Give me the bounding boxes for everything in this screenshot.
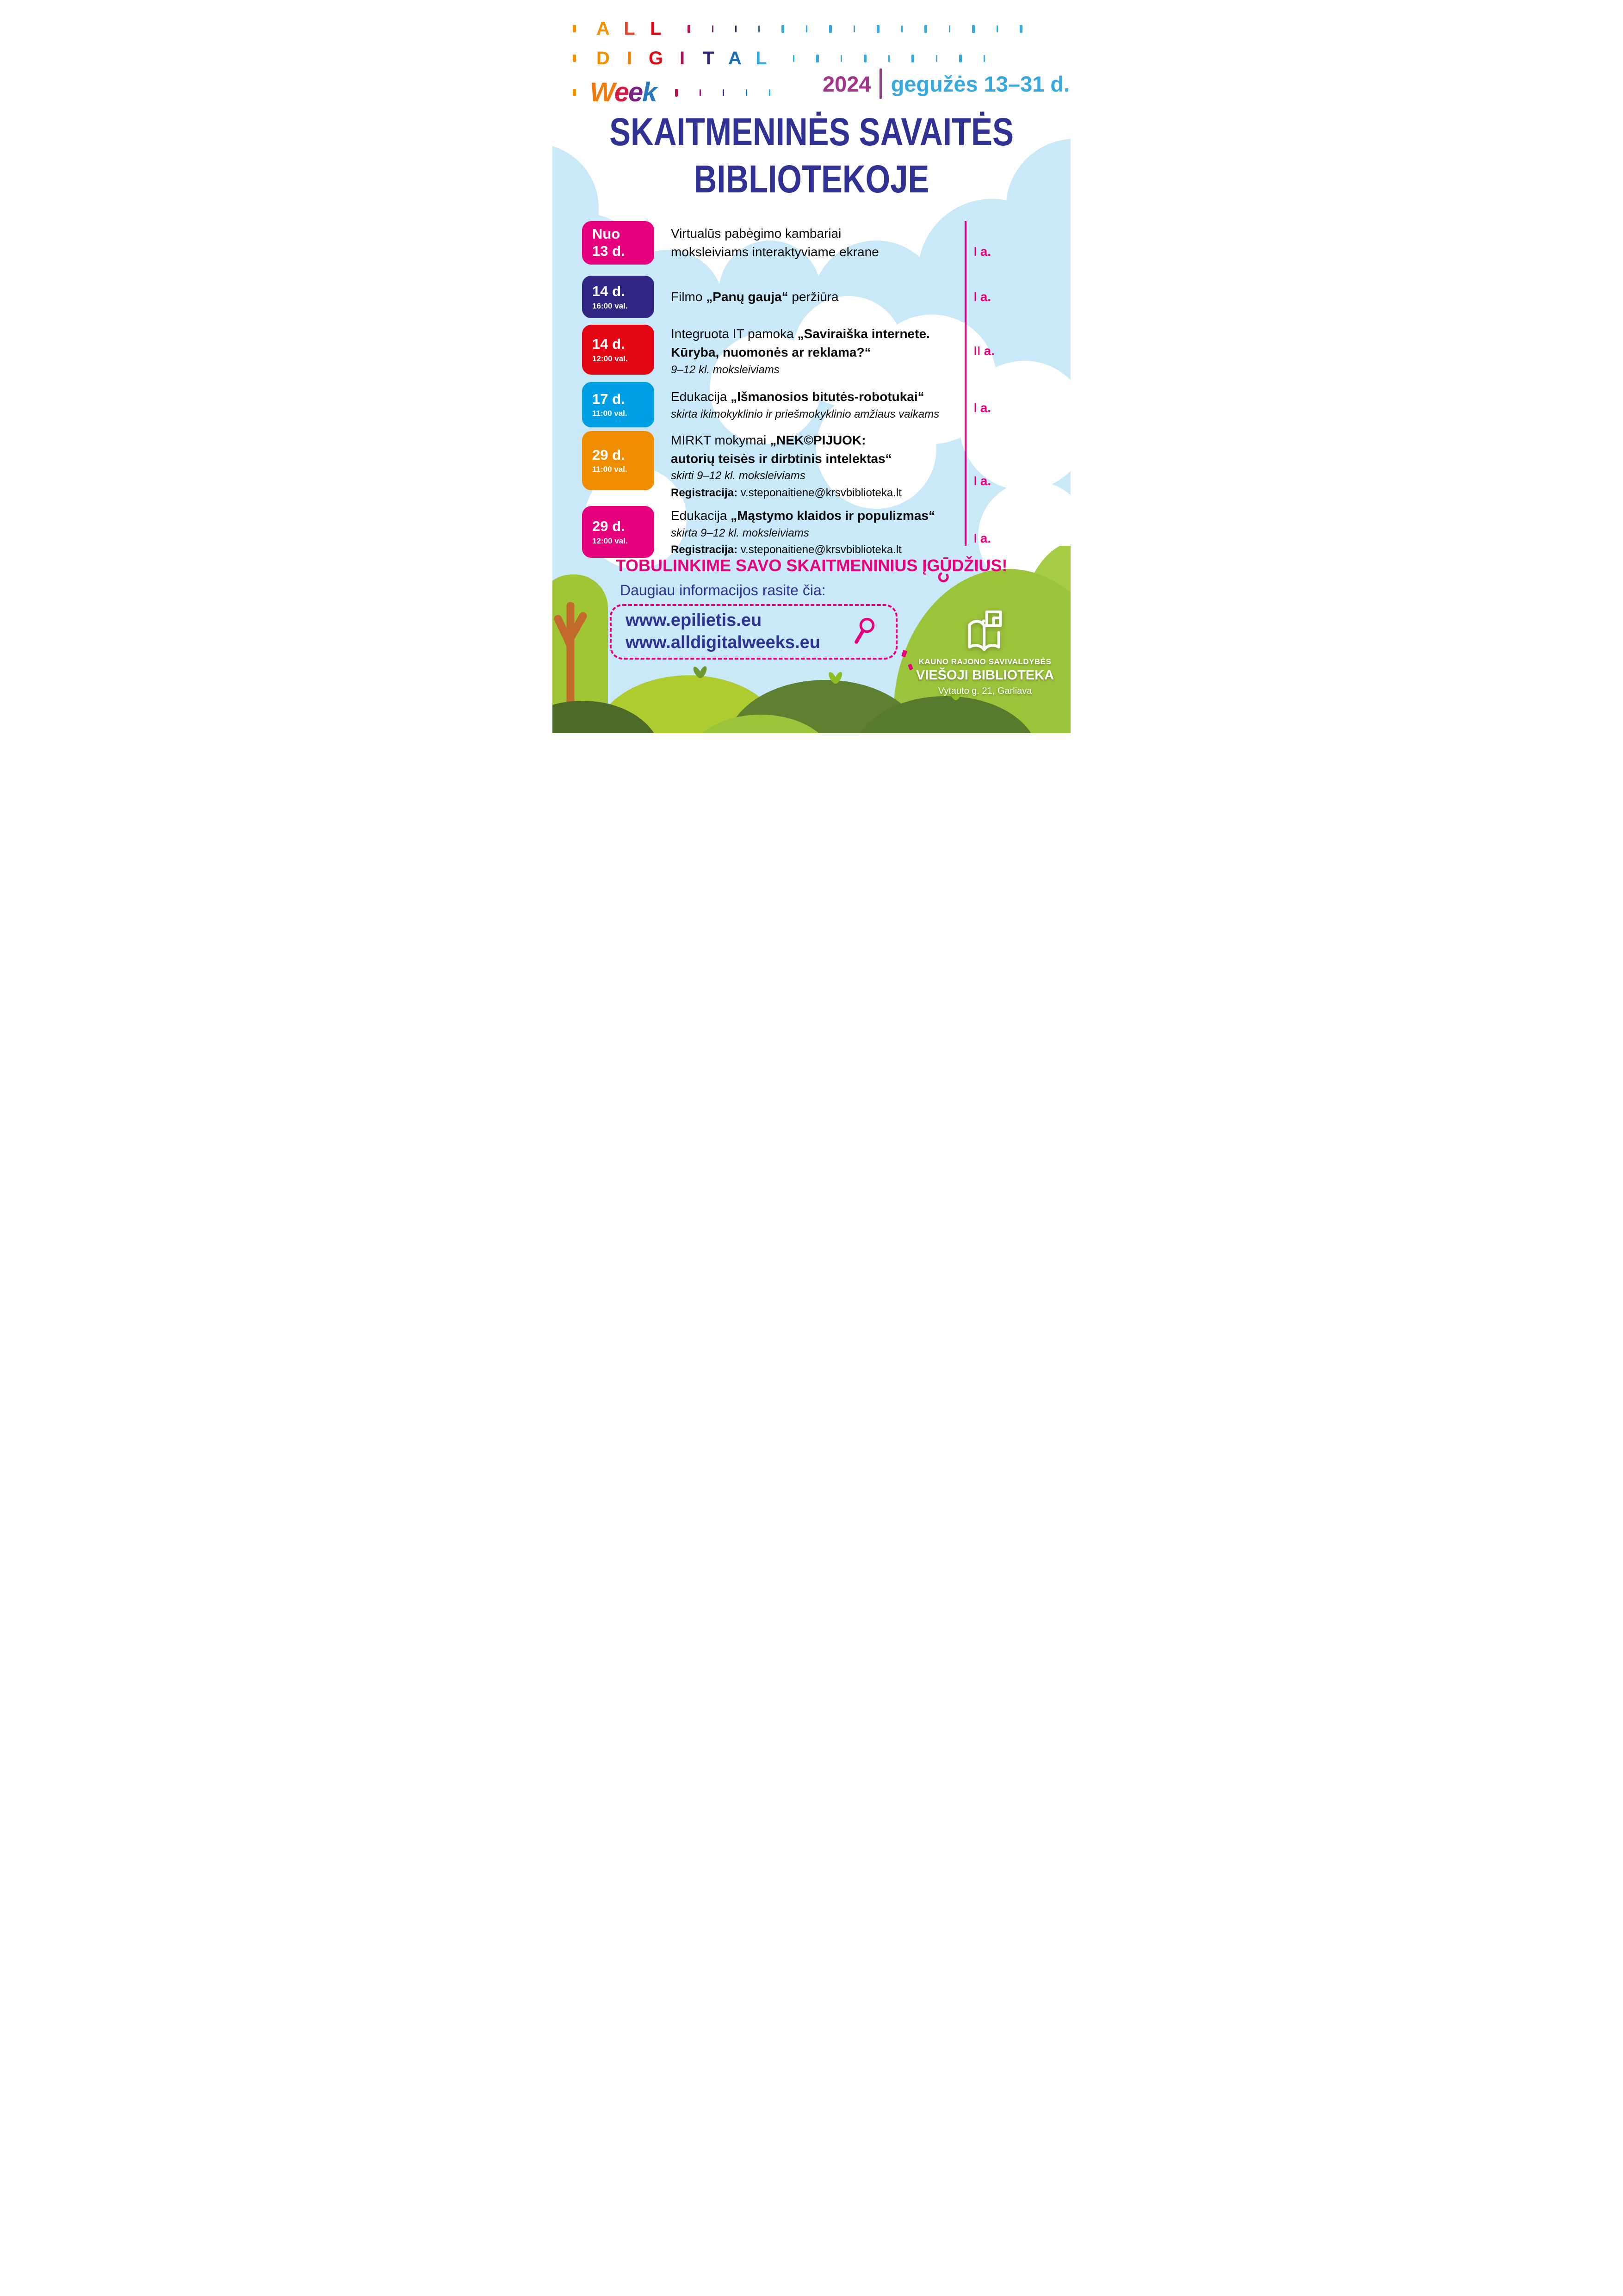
logo-dash <box>877 25 880 33</box>
logo-letter: A <box>596 19 610 39</box>
event-subtitle: skirta ikimokyklinio ir priešmokyklinio amžiaus vaikams <box>671 407 940 420</box>
event-row <box>582 221 1040 265</box>
event-badge <box>582 506 654 558</box>
poster-title-line1: SKAITMENINĖS SAVAITĖS <box>609 110 1014 154</box>
logo-dash <box>972 25 975 33</box>
location-badge: I a. <box>973 531 991 546</box>
logo-dash <box>573 25 576 32</box>
logo-row-1 <box>573 17 1022 41</box>
location-badge: I a. <box>973 244 991 259</box>
badge-time: 11:00 val. <box>592 465 627 474</box>
logo-dash <box>700 89 701 96</box>
event-text <box>671 382 962 427</box>
logo-letter: L <box>756 48 767 68</box>
link-url-2: www.alldigitalweeks.eu <box>626 632 820 652</box>
date-range-label: gegužės 13–31 d. <box>891 71 1070 96</box>
event-title: Filmo „Panų gauja“ peržiūra <box>671 290 839 304</box>
location-badge: I a. <box>973 290 991 304</box>
event-text <box>671 325 962 377</box>
logo-dash <box>781 25 784 33</box>
badge-day: 17 d. <box>592 390 625 407</box>
poster-title <box>599 108 1024 203</box>
logo-week-letter: k <box>642 77 657 107</box>
logo-dash <box>911 55 914 62</box>
event-title: Edukacija „Mąstymo klaidos ir populizmas“ <box>671 508 935 523</box>
year-label: 2024 <box>823 71 871 96</box>
event-title-line2: Kūryba, nuomonės ar reklama?“ <box>671 345 871 359</box>
logo-dash <box>735 25 737 32</box>
logo-letter: A <box>728 48 742 68</box>
badge-day: 29 d. <box>592 446 625 463</box>
library-address: Vytauto g. 21, Garliava <box>938 686 1032 696</box>
logo-dash <box>573 55 576 62</box>
badge-time: 16:00 val. <box>592 301 628 310</box>
badge-day: Nuo <box>592 226 620 242</box>
event-subtitle: skirti 9–12 kl. moksleiviams <box>671 469 805 482</box>
poster-page <box>552 0 1071 733</box>
logo-dash <box>793 55 794 62</box>
event-title: moksleiviams interaktyviame ekrane <box>671 245 879 259</box>
logo-dash <box>746 89 747 96</box>
logo-week-letter: e <box>628 77 643 107</box>
logo-dash <box>854 25 855 32</box>
badge-day: 14 d. <box>592 283 625 300</box>
separator-bar <box>880 68 882 99</box>
location-badge: I a. <box>973 474 991 488</box>
location-badge: II a. <box>973 343 995 358</box>
event-text <box>671 221 962 265</box>
logo-letter: T <box>703 48 714 68</box>
event-row <box>582 325 1040 377</box>
event-title: Integruota IT pamoka „Saviraiška internete. <box>671 327 930 341</box>
library-name-1: KAUNO RAJONO SAVIVALDYBĖS <box>918 657 1052 666</box>
link-url-1: www.epilietis.eu <box>626 611 762 630</box>
event-row <box>582 382 1040 427</box>
logo-dash <box>806 25 807 32</box>
logo-dash <box>758 25 760 32</box>
library-logo-block <box>909 605 1061 697</box>
links-box <box>610 604 898 660</box>
event-badge <box>582 431 654 490</box>
logo-dash <box>723 89 724 96</box>
logo-letter: L <box>650 19 662 39</box>
date-header <box>823 68 1070 99</box>
event-text <box>671 431 962 500</box>
logo-dash <box>573 89 576 96</box>
event-title-line2: autorių teisės ir dirbtinis intelektas“ <box>671 451 892 466</box>
badge-day: 14 d. <box>592 336 625 352</box>
logo-letter: I <box>626 48 632 68</box>
logo-letter: D <box>596 48 610 68</box>
logo-dash <box>769 89 770 96</box>
magnifier-icon <box>851 617 877 646</box>
badge-time: 11:00 val. <box>592 409 627 418</box>
all-digital-week-logo <box>573 17 1022 115</box>
registration-line: Registracija: v.steponaitiene@krsvbiblioteka.lt <box>671 543 902 556</box>
logo-dash <box>829 25 832 33</box>
logo-dash <box>841 55 842 62</box>
event-row <box>582 276 1040 318</box>
logo-dash <box>864 55 867 62</box>
event-text <box>671 506 962 558</box>
slogan: TOBULINKIME SAVO SKAITMENINIUS ĮGŪDŽIUS! <box>615 556 1008 575</box>
event-badge <box>582 276 654 318</box>
badge-day: 13 d. <box>592 243 625 259</box>
logo-dash <box>816 55 819 62</box>
location-badge: I a. <box>973 400 991 415</box>
events-list <box>582 221 1040 558</box>
badge-time: 12:00 val. <box>592 354 628 363</box>
logo-dash <box>936 55 937 62</box>
logo-dash <box>984 55 985 62</box>
logo-dash <box>924 25 927 33</box>
event-row <box>582 431 1040 500</box>
logo-dash <box>888 55 890 62</box>
event-subtitle: skirta 9–12 kl. moksleiviams <box>671 526 809 539</box>
logo-letter: L <box>624 19 635 39</box>
logo-dash <box>901 25 903 32</box>
logo-dash <box>1020 25 1022 33</box>
logo-dash <box>949 25 950 32</box>
library-name-2: VIEŠOJI BIBLIOTEKA <box>916 668 1054 683</box>
logo-dash <box>675 89 678 97</box>
logo-dash <box>997 25 998 32</box>
event-title: MIRKT mokymai „NEK©PIJUOK: <box>671 432 866 447</box>
event-title: Virtualūs pabėgimo kambariai <box>671 226 842 241</box>
registration-line: Registracija: v.steponaitiene@krsvbiblioteka.lt <box>671 486 902 499</box>
info-label: Daugiau informacijos rasite čia: <box>620 582 826 599</box>
logo-dash <box>688 25 690 33</box>
event-badge <box>582 221 654 265</box>
badge-time: 12:00 val. <box>592 536 628 545</box>
book-icon <box>963 605 1007 653</box>
badge-day: 29 d. <box>592 518 625 535</box>
event-text <box>671 276 962 318</box>
poster-title-line2: BIBLIOTEKOJE <box>694 157 929 201</box>
event-row <box>582 506 1040 558</box>
event-subtitle: 9–12 kl. moksleiviams <box>671 363 780 376</box>
logo-letter: I <box>679 48 685 68</box>
logo-letter: G <box>648 48 663 68</box>
event-badge <box>582 382 654 427</box>
logo-dash <box>712 25 713 32</box>
event-badge <box>582 325 654 375</box>
logo-week-letter: W <box>590 77 614 107</box>
logo-week-letter: e <box>614 77 629 107</box>
logo-row-2 <box>573 46 1022 70</box>
logo-dash <box>959 55 962 62</box>
event-title: Edukacija „Išmanosios bitutės-robotukai“ <box>671 389 924 404</box>
